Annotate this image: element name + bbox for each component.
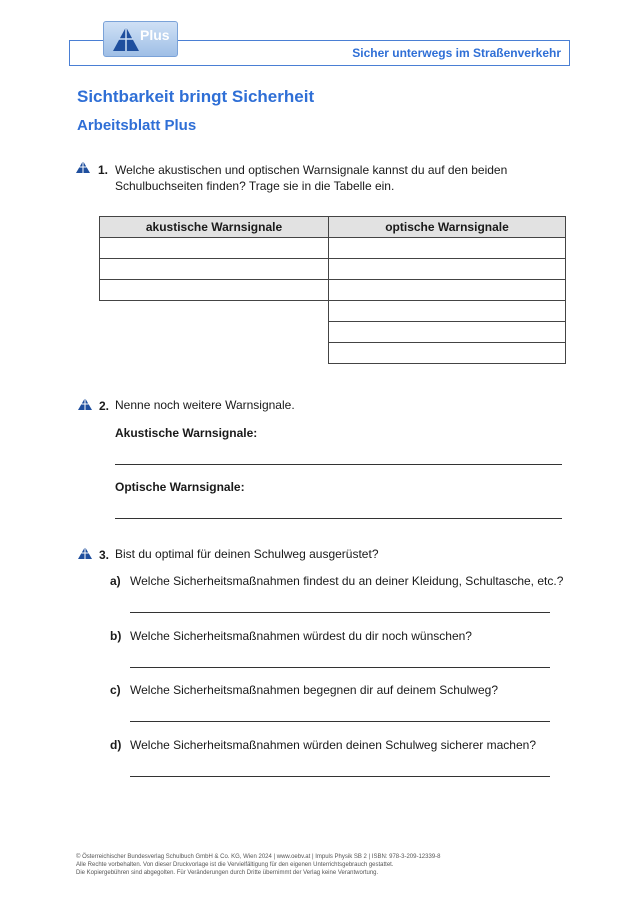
table-row xyxy=(100,259,566,280)
item-c-text: Welche Sicherheitsmaßnahmen begegnen dir auf deinem Schulweg? xyxy=(130,683,498,697)
footer-line: Die Kopiergebühren sind abgegolten. Für Veränderungen durch Dritte übernimmt der Verlag keine Verantwortung. xyxy=(76,870,379,876)
triangle-logo-icon xyxy=(112,26,140,52)
optic-cell[interactable] xyxy=(329,280,566,301)
answer-line[interactable] xyxy=(115,518,562,519)
question-2-number: 2. xyxy=(99,399,110,413)
answer-line[interactable] xyxy=(130,612,550,613)
table-row xyxy=(100,301,566,322)
item-b-text: Welche Sicherheitsmaßnahmen würdest du dir noch wünschen? xyxy=(130,629,472,643)
optic-cell[interactable] xyxy=(329,343,566,364)
empty-cell xyxy=(100,322,329,343)
table-row xyxy=(100,280,566,301)
table-row xyxy=(100,238,566,259)
triangle-marker-icon xyxy=(76,161,90,173)
question-2-text: Nenne noch weitere Warnsignale. xyxy=(115,398,295,412)
answer-line[interactable] xyxy=(130,721,550,722)
copyright-footer xyxy=(76,853,441,877)
table-row xyxy=(100,343,566,364)
answer-line[interactable] xyxy=(130,667,550,668)
footer-line: © Österreichischer Bundesverlag Schulbuch GmbH & Co. KG, Wien 2024 | www.oebv.at | Impuls Physik SB 2 | ISBN: 978-3-209-12339-8 xyxy=(76,854,441,860)
item-b-letter: b) xyxy=(110,629,122,643)
question-3-text: Bist du optimal für deinen Schulweg ausgerüstet? xyxy=(115,547,379,561)
question-1-number: 1. xyxy=(98,163,109,177)
optic-signals-label: Optische Warnsignale: xyxy=(115,480,245,494)
footer-line: Alle Rechte vorbehalten. Von dieser Druckvorlage ist die Vervielfältigung für den eigenen Unterrichtsgebrauch gestattet. xyxy=(76,862,394,868)
item-a-letter: a) xyxy=(110,574,121,588)
item-d-text: Welche Sicherheitsmaßnahmen würden deinen Schulweg sicherer machen? xyxy=(130,738,536,752)
question-1-text-line2: Schulbuchseiten finden? Trage sie in die Tabelle ein. xyxy=(115,179,395,193)
page-title: Sichtbarkeit bringt Sicherheit xyxy=(77,87,315,106)
warning-signals-table xyxy=(99,216,566,364)
page-subtitle: Arbeitsblatt Plus xyxy=(77,117,197,134)
acoustic-signals-label: Akustische Warnsignale: xyxy=(115,426,258,440)
item-a-text: Welche Sicherheitsmaßnahmen findest du an deiner Kleidung, Schultasche, etc.? xyxy=(130,574,564,588)
empty-cell xyxy=(100,343,329,364)
logo-text: Plus xyxy=(140,27,170,43)
question-1-text xyxy=(115,162,507,194)
optic-cell[interactable] xyxy=(329,301,566,322)
header-subject: Sicher unterwegs im Straßenverkehr xyxy=(352,46,561,60)
optic-cell[interactable] xyxy=(329,238,566,259)
table-row xyxy=(100,322,566,343)
acoustic-cell[interactable] xyxy=(100,238,329,259)
acoustic-cell[interactable] xyxy=(100,280,329,301)
item-c-letter: c) xyxy=(110,683,121,697)
triangle-marker-icon xyxy=(78,398,92,410)
table-header-acoustic: akustische Warnsignale xyxy=(100,217,329,238)
item-d-letter: d) xyxy=(110,738,122,752)
answer-line[interactable] xyxy=(115,464,562,465)
empty-cell xyxy=(100,301,329,322)
optic-cell[interactable] xyxy=(329,259,566,280)
triangle-marker-icon xyxy=(78,547,92,559)
table-header-optic: optische Warnsignale xyxy=(329,217,566,238)
plus-logo xyxy=(103,21,178,57)
question-3-number: 3. xyxy=(99,548,110,562)
answer-line[interactable] xyxy=(130,776,550,777)
acoustic-cell[interactable] xyxy=(100,259,329,280)
question-1-text-line1: Welche akustischen und optischen Warnsignale kannst du auf den beiden xyxy=(115,163,508,177)
optic-cell[interactable] xyxy=(329,322,566,343)
